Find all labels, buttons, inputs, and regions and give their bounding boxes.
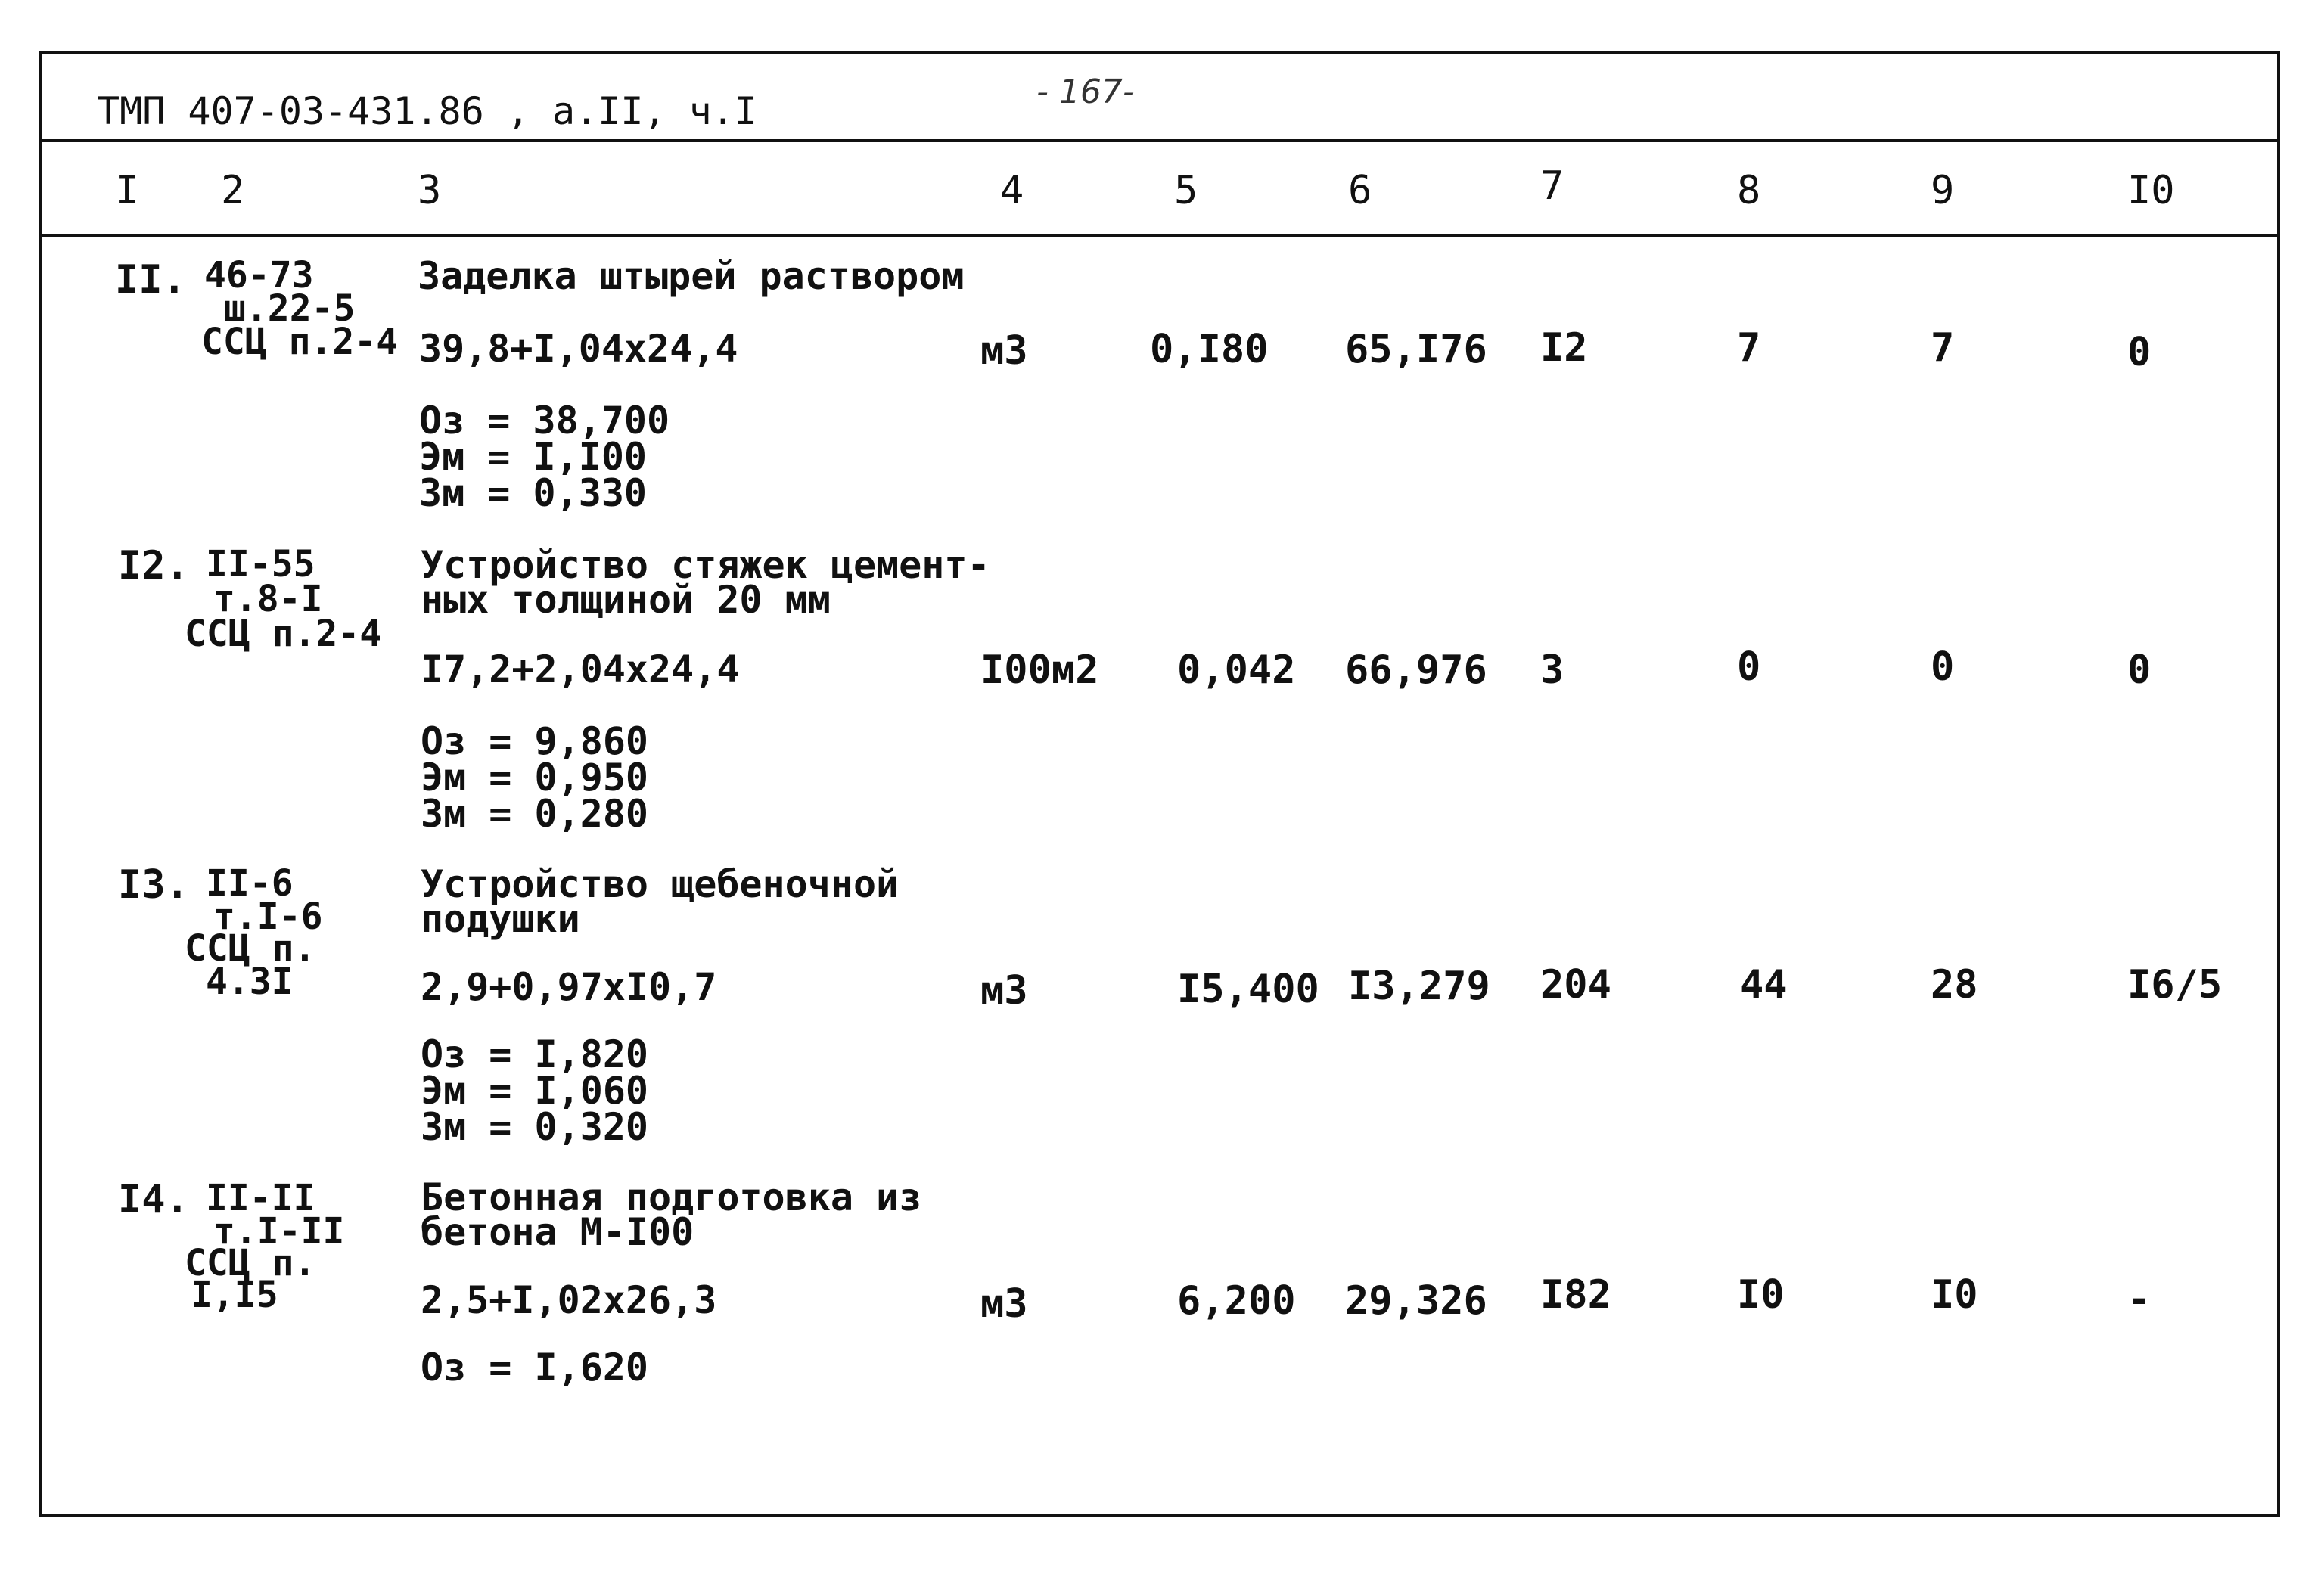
value-col-9: 28 bbox=[1931, 962, 1978, 1007]
column-header-9: 9 bbox=[1931, 168, 1955, 213]
unit-price: 66,976 bbox=[1345, 647, 1487, 693]
column-header-divider bbox=[39, 234, 2280, 237]
cost-formula: 2,9+0,97xI0,7 bbox=[421, 965, 717, 1009]
column-header-8: 8 bbox=[1737, 168, 1761, 213]
cost-formula: 39,8+I,04x24,4 bbox=[419, 327, 738, 371]
document-code: ТМП 407-03-431.86 , а.II, ч.I bbox=[97, 89, 757, 133]
coefficient: Зм = 0,330 bbox=[419, 471, 648, 515]
value-col-10: I6/5 bbox=[2127, 962, 2223, 1007]
value-col-9: 0 bbox=[1931, 644, 1955, 690]
coefficient: Эм = 0,950 bbox=[421, 756, 649, 799]
coefficient: Оз = 9,860 bbox=[421, 719, 649, 763]
work-description: Устройство стяжек цемент- bbox=[421, 543, 990, 587]
norm-reference: 4.3I bbox=[206, 961, 294, 1003]
work-description: Заделка штырей раствором bbox=[418, 254, 965, 298]
quantity: I5,400 bbox=[1177, 967, 1319, 1012]
row-number: II. bbox=[115, 257, 186, 303]
quantity: 0,I80 bbox=[1150, 327, 1269, 372]
norm-reference: II-II bbox=[206, 1177, 315, 1219]
coefficient: Эм = I,060 bbox=[421, 1069, 649, 1113]
norm-reference: 46-73 bbox=[204, 254, 314, 296]
cost-formula: I7,2+2,04x24,4 bbox=[421, 647, 740, 691]
norm-reference: ССЦ п.2-4 bbox=[201, 321, 399, 363]
row-number: I4. bbox=[118, 1177, 189, 1222]
page-number: - 167- bbox=[1036, 73, 1135, 111]
row-number: I2. bbox=[118, 543, 189, 588]
value-col-10: 0 bbox=[2127, 330, 2152, 375]
column-header-6: 6 bbox=[1348, 168, 1372, 213]
value-col-8: 0 bbox=[1737, 644, 1761, 690]
unit-price: 29,326 bbox=[1345, 1278, 1487, 1324]
norm-reference: ССЦ п. bbox=[185, 1242, 316, 1284]
value-col-9: I0 bbox=[1931, 1272, 1978, 1318]
coefficient: Зм = 0,320 bbox=[421, 1105, 649, 1149]
unit-price: I3,279 bbox=[1348, 964, 1490, 1009]
work-description: бетона М-I00 bbox=[421, 1210, 694, 1254]
coefficient: Зм = 0,280 bbox=[421, 792, 649, 836]
row-number: I3. bbox=[118, 862, 189, 908]
work-description: ных толщиной 20 мм bbox=[421, 578, 831, 622]
norm-reference: II-6 bbox=[206, 862, 294, 905]
unit: м3 bbox=[980, 968, 1028, 1014]
header-divider bbox=[39, 139, 2280, 142]
value-col-7: 3 bbox=[1540, 647, 1564, 693]
quantity: 6,200 bbox=[1177, 1278, 1296, 1324]
work-description: Устройство щебеночной bbox=[421, 862, 899, 906]
norm-reference: ш.22-5 bbox=[224, 287, 356, 330]
norm-reference: т.I-6 bbox=[213, 896, 323, 938]
unit-price: 65,I76 bbox=[1345, 327, 1487, 372]
unit: м3 bbox=[980, 1281, 1028, 1327]
column-header-3: 3 bbox=[418, 168, 442, 213]
coefficient: Оз = I,820 bbox=[421, 1032, 649, 1076]
quantity: 0,042 bbox=[1177, 647, 1296, 693]
coefficient: Эм = I,I00 bbox=[419, 435, 648, 479]
norm-reference: I,I5 bbox=[191, 1274, 278, 1316]
norm-reference: ССЦ п.2-4 bbox=[185, 613, 382, 655]
value-col-8: 44 bbox=[1740, 962, 1788, 1007]
value-col-10: 0 bbox=[2127, 647, 2152, 693]
column-header-10: I0 bbox=[2127, 168, 2175, 213]
column-header-5: 5 bbox=[1174, 168, 1198, 213]
column-header-4: 4 bbox=[1000, 168, 1024, 213]
column-header-7: 7 bbox=[1540, 163, 1564, 209]
cost-formula: 2,5+I,02x26,3 bbox=[421, 1278, 717, 1322]
value-col-7: I82 bbox=[1540, 1272, 1611, 1318]
norm-reference: II-55 bbox=[206, 543, 315, 585]
value-col-7: I2 bbox=[1540, 325, 1588, 371]
value-col-9: 7 bbox=[1931, 325, 1955, 371]
norm-reference: т.8-I bbox=[213, 578, 323, 620]
column-header-1: I bbox=[115, 168, 139, 213]
coefficient: Оз = I,620 bbox=[421, 1346, 649, 1389]
unit: м3 bbox=[980, 328, 1028, 374]
value-col-8: I0 bbox=[1737, 1272, 1785, 1318]
value-col-10: - bbox=[2127, 1277, 2152, 1322]
value-col-7: 204 bbox=[1540, 962, 1611, 1007]
unit: I00м2 bbox=[980, 647, 1099, 693]
value-col-8: 7 bbox=[1737, 325, 1761, 371]
work-description: Бетонная подготовка из bbox=[421, 1175, 922, 1219]
norm-reference: ССЦ п. bbox=[185, 927, 316, 970]
norm-reference: т.I-II bbox=[213, 1210, 345, 1253]
coefficient: Оз = 38,700 bbox=[419, 399, 670, 442]
column-header-2: 2 bbox=[221, 168, 245, 213]
work-description: подушки bbox=[421, 897, 580, 941]
